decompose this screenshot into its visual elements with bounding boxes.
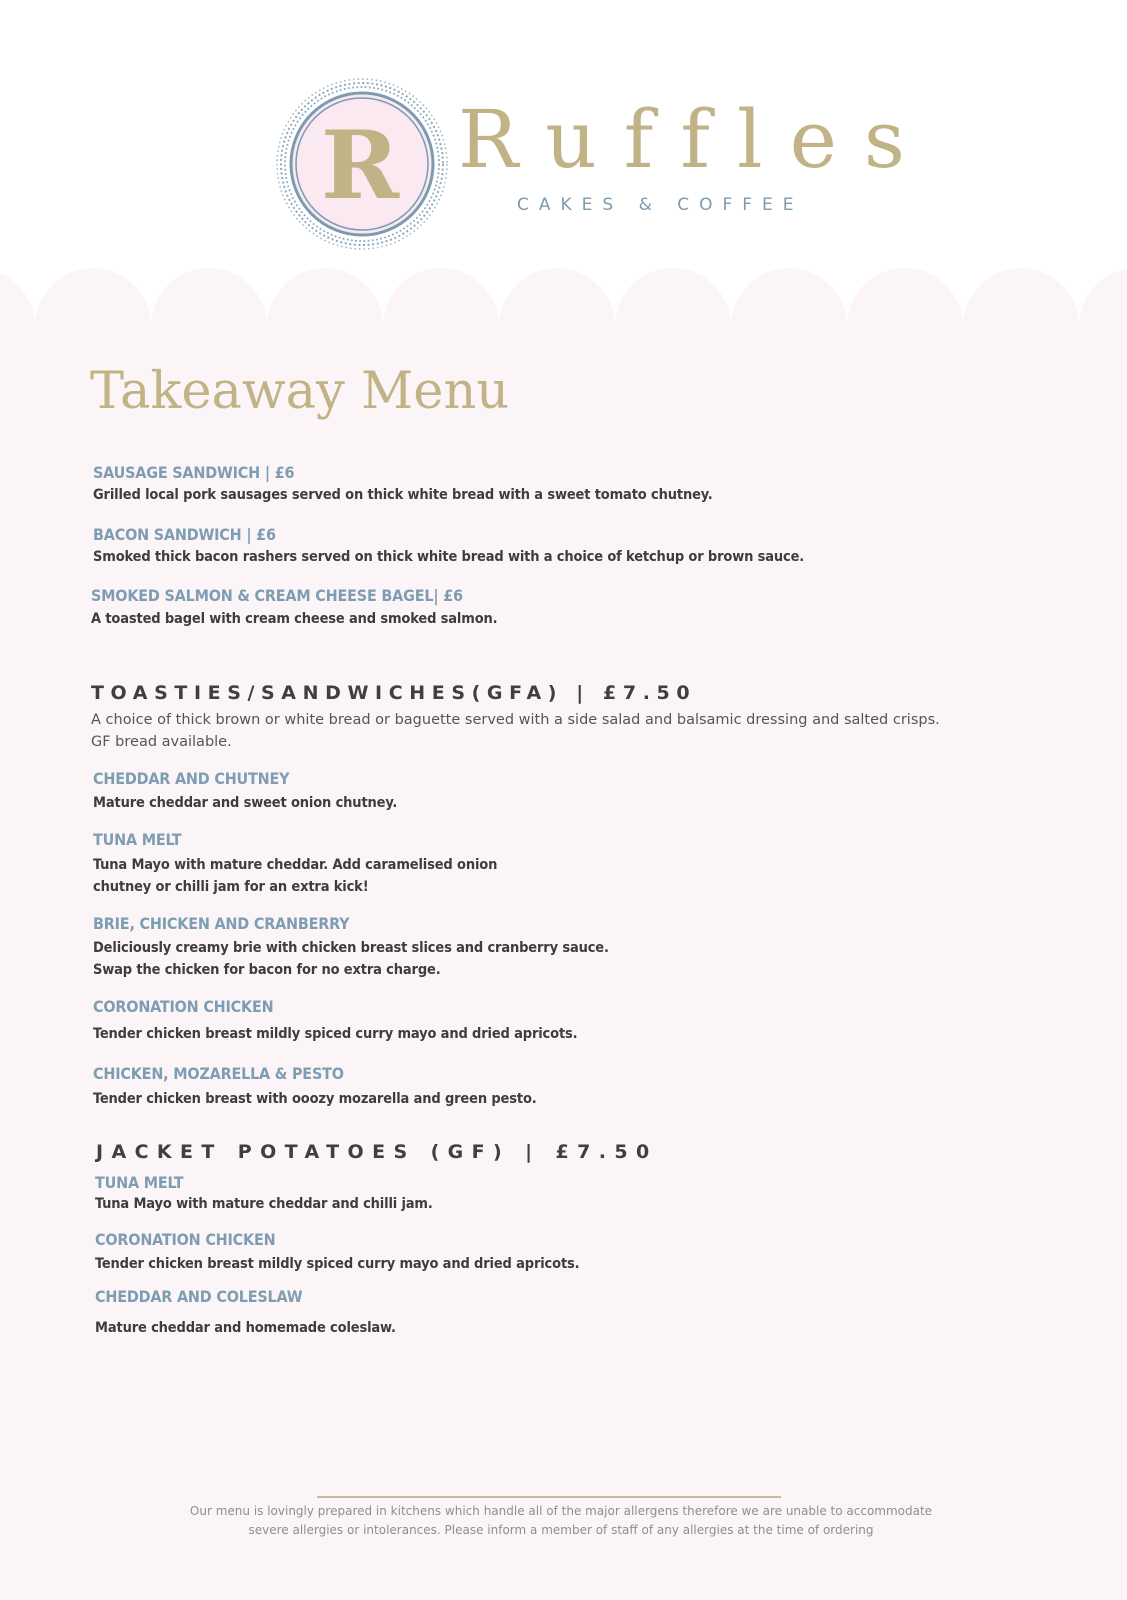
ruffles-logo [272,76,452,252]
section-description: A choice of thick brown or white bread or baguette served with a side salad and balsamic dressing and salted crisps. GF bread available. [91,712,940,750]
menu-item-name: SMOKED SALMON & CREAM CHEESE BAGEL| £6 [91,586,463,605]
menu-item-name: BACON SANDWICH | £6 [93,525,276,544]
menu-item-name: SAUSAGE SANDWICH | £6 [93,463,295,482]
logo-monogram: R [320,111,400,221]
menu-item-desc: Tuna Mayo with mature cheddar. Add caramelised onion [93,857,498,873]
brand-tagline: CAKES & COFFEE [517,195,804,215]
menu-item-desc: Tuna Mayo with mature cheddar and chilli jam. [95,1196,433,1212]
menu-item-name: CORONATION CHICKEN [95,1230,276,1249]
scallop-border [0,266,1127,326]
menu-item-desc: Swap the chicken for bacon for no extra charge. [93,962,441,978]
menu-item-desc: Tender chicken breast with ooozy mozarella and green pesto. [93,1091,537,1107]
menu-item-name: CHICKEN, MOZARELLA & PESTO [93,1064,344,1083]
section-heading-jackets: JACKET POTATOES (GF) | £7.50 [96,1141,658,1163]
menu-item-desc: Tender chicken breast mildly spiced curry mayo and dried apricots. [93,1026,578,1042]
menu-item-name: TUNA MELT [95,1173,184,1192]
menu-item-desc: Grilled local pork sausages served on thick white bread with a sweet tomato chutney. [93,487,713,503]
section-heading-toasties: TOASTIES/SANDWICHES(GFA) | £7.50 [91,682,697,704]
menu-item-desc: A toasted bagel with cream cheese and smoked salmon. [91,611,498,627]
menu-item-name: BRIE, CHICKEN AND CRANBERRY [93,914,350,933]
menu-item-desc: Smoked thick bacon rashers served on thick white bread with a choice of ketchup or brown sauce. [93,549,805,565]
menu-item-name: TUNA MELT [93,830,182,849]
menu-item-desc: chutney or chilli jam for an extra kick! [93,879,369,895]
allergen-notice-line: Our menu is lovingly prepared in kitchens which handle all of the major allergens therefore we are unable to accommodate [189,1504,933,1518]
menu-item-desc: Mature cheddar and sweet onion chutney. [93,795,398,811]
menu-item-name: CORONATION CHICKEN [93,997,274,1016]
menu-item-name: CHEDDAR AND CHUTNEY [93,769,290,788]
brand-name: Ruffles [458,93,932,186]
allergen-notice [150,1502,972,1539]
footer-divider [317,1496,781,1498]
menu-item-desc: Mature cheddar and homemade coleslaw. [95,1320,396,1336]
menu-item-desc: Deliciously creamy brie with chicken breast slices and cranberry sauce. [93,940,609,956]
allergen-notice-line: severe allergies or intolerances. Please inform a member of staff of any allergies at the time of ordering [248,1522,874,1537]
page-title: Takeaway Menu [90,362,510,421]
menu-item-name: CHEDDAR AND COLESLAW [95,1287,303,1306]
menu-item-desc: Tender chicken breast mildly spiced curry mayo and dried apricots. [95,1256,580,1272]
